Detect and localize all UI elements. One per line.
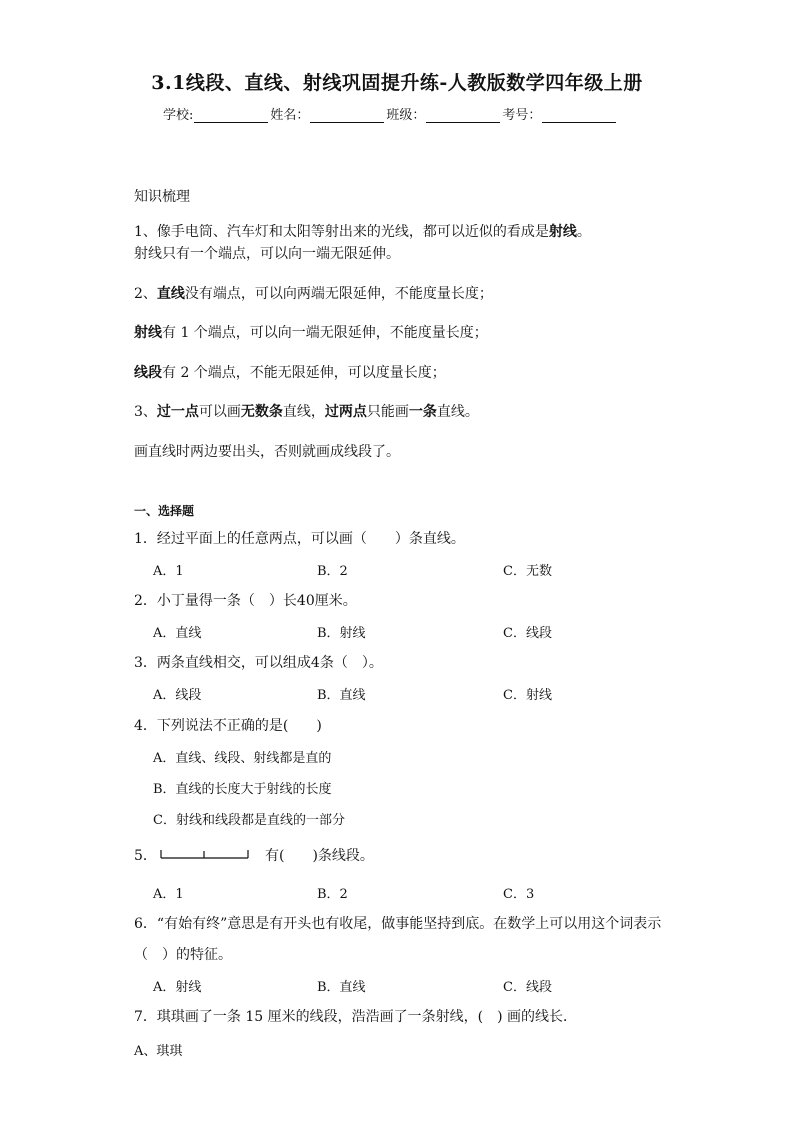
knowledge-heading: 知识梳理 (134, 189, 190, 205)
section-choice-heading: 一、选择题 (134, 504, 195, 518)
q4-option-a[interactable]: A．直线、线段、射线都是直的 (153, 751, 332, 766)
question-6: 6．“有始有终”意思是有开头也有收尾，做事能坚持到底。在数学上可以用这个词表示 (134, 916, 662, 932)
kp5-bold-3: 过两点 (324, 404, 367, 420)
number-blank[interactable] (542, 108, 616, 123)
kp5-bold-4: 一条 (408, 404, 437, 420)
school-label: 学校: (163, 108, 194, 123)
knowledge-point-1-cont: 射线只有一个端点，可以向一端无限延伸。 (134, 246, 400, 262)
kp2-bold-line: 直线 (156, 286, 185, 302)
question-7: 7．琪琪画了一条 15 厘米的线段，浩浩画了一条射线，( ) 画的线长． (134, 1009, 577, 1025)
question-1: 1．经过平面上的任意两点，可以画（ ）条直线。 (134, 531, 465, 547)
kp5-t2: 直线， (282, 404, 325, 420)
kp1-end: 。 (576, 224, 591, 240)
q4-option-c[interactable]: C．射线和线段都是直线的一部分 (153, 813, 345, 828)
q2-option-a[interactable]: A．直线 (153, 626, 202, 641)
kp5-num: 3、 (134, 404, 157, 420)
kp3-bold-ray: 射线 (134, 325, 162, 341)
q7-option-a[interactable]: A、琪琪 (134, 1044, 183, 1059)
kp1-text: 1、像手电筒、汽车灯和太阳等射出来的光线，都可以近似的看成是 (134, 224, 549, 240)
kp5-t4: 直线。 (436, 404, 479, 420)
question-4: 4．下列说法不正确的是( ) (134, 718, 322, 734)
q1-option-b[interactable]: B．2 (317, 564, 348, 579)
name-blank[interactable] (310, 108, 384, 123)
student-info-line (163, 104, 618, 123)
knowledge-point-4: 画直线时两边要出头，否则就画成线段了。 (134, 444, 400, 460)
kp1-bold-ray: 射线 (548, 224, 577, 240)
knowledge-point-1 (134, 221, 591, 243)
kp5-t3: 只能画 (366, 404, 409, 420)
q5-option-c[interactable]: C．3 (503, 887, 535, 902)
q2-option-b[interactable]: B．射线 (317, 626, 366, 641)
q3-option-a[interactable]: A．线段 (153, 688, 202, 703)
kp4-bold-segment: 线段 (134, 365, 162, 381)
question-3: 3．两条直线相交，可以组成4条（ ）。 (134, 655, 383, 671)
q3-option-b[interactable]: B．直线 (317, 688, 366, 703)
knowledge-point-ray (134, 322, 488, 344)
q1-option-c[interactable]: C．无数 (503, 564, 552, 579)
kp5-t1: 可以画 (198, 404, 241, 420)
question-5: 有( )条线段。 (265, 848, 374, 864)
q6-option-b[interactable]: B．直线 (317, 980, 366, 995)
name-label: 姓名： (270, 108, 310, 123)
q5-option-a[interactable]: A．1 (153, 887, 184, 902)
number-label: 考号： (502, 108, 542, 123)
q2-option-c[interactable]: C．线段 (503, 626, 552, 641)
q6-option-a[interactable]: A．射线 (153, 980, 202, 995)
segment-figure (160, 848, 250, 860)
knowledge-point-segment (134, 362, 446, 384)
knowledge-point-3 (134, 401, 479, 423)
q1-option-a[interactable]: A．1 (153, 564, 184, 579)
kp5-bold-1: 过一点 (156, 404, 199, 420)
question-6-cont: （ ）的特征。 (134, 947, 232, 963)
kp3-text: 有 1 个端点，可以向一端无限延伸，不能度量长度； (162, 325, 488, 341)
question-2: 2．小丁量得一条（ ）长40厘米。 (134, 593, 357, 609)
kp4-text: 有 2 个端点，不能无限延伸，可以度量长度； (162, 365, 446, 381)
q6-option-c[interactable]: C．线段 (503, 980, 552, 995)
knowledge-point-2 (134, 283, 493, 305)
class-label: 班级： (386, 108, 426, 123)
school-blank[interactable] (194, 108, 268, 123)
question-5-number: 5． (134, 848, 157, 864)
q5-option-b[interactable]: B．2 (317, 887, 348, 902)
q4-option-b[interactable]: B．直线的长度大于射线的长度 (153, 782, 332, 797)
page-title: 3.1线段、直线、射线巩固提升练-人教版数学四年级上册 (151, 72, 643, 94)
kp2-num: 2、 (134, 286, 157, 302)
class-blank[interactable] (426, 108, 500, 123)
kp2-text: 没有端点，可以向两端无限延伸，不能度量长度； (184, 286, 493, 302)
q3-option-c[interactable]: C．射线 (503, 688, 552, 703)
kp5-bold-2: 无数条 (240, 404, 283, 420)
